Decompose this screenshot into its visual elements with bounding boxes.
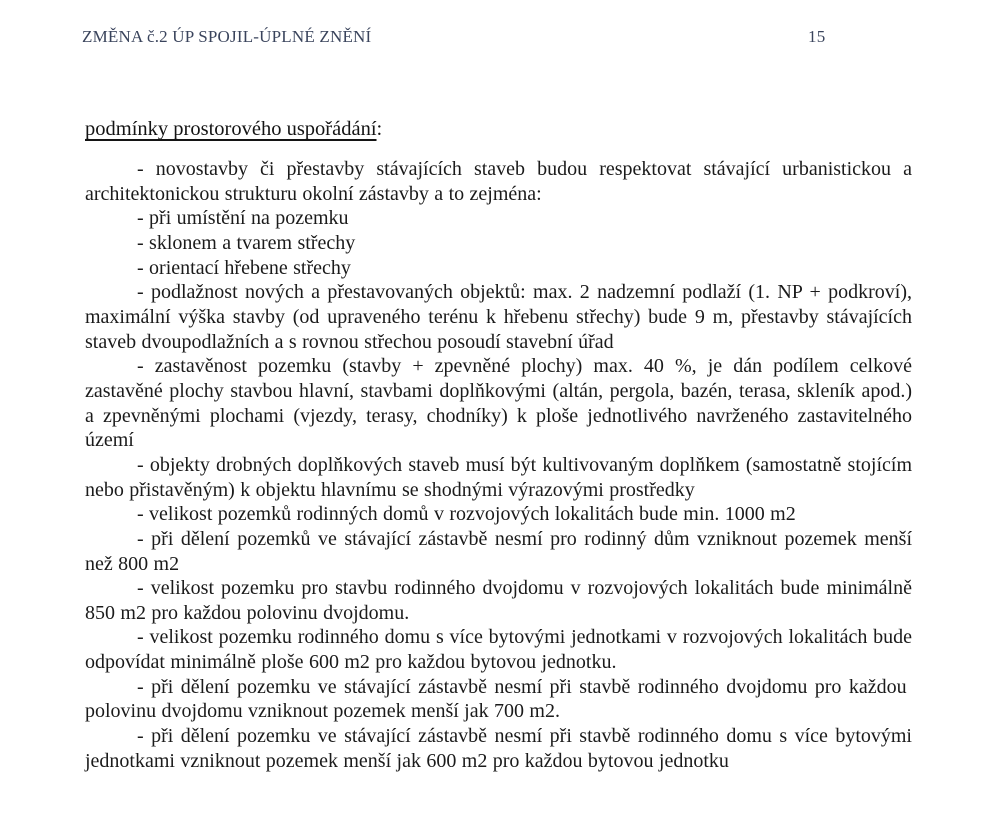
body-text bbox=[85, 157, 912, 773]
paragraph: - velikost pozemku rodinného domu s více bytovými jednotkami v rozvojových lokalitách bude odpovídat minimálně ploše 600 m2 pro každou bytovou jednotku. bbox=[85, 626, 912, 674]
paragraph: - velikost pozemků rodinných domů v rozvojových lokalitách bude min. 1000 m2 bbox=[137, 503, 796, 526]
paragraph: - zastavěnost pozemku (stavby + zpevněné plochy) max. 40 %, je dán podílem celkové zastavěné plochy stavbou hlavní, stavbami doplňkovými (altán, pergola, bazén, terasa, skleník apod.) a zpevněnými plochami (vjezdy, terasy, chodníky) k ploše jednotlivého navrženého zastavitelného území bbox=[85, 355, 912, 452]
paragraph: - objekty drobných doplňkových staveb musí být kultivovaným doplňkem (samostatně stojícím nebo přistavěným) k objektu hlavnímu se shodnými výrazovými prostředky bbox=[85, 453, 912, 501]
document-title: ZMĚNA č.2 ÚP SPOJIL-ÚPLNÉ ZNĚNÍ bbox=[82, 27, 372, 46]
paragraph: - podlažnost nových a přestavovaných objektů: max. 2 nadzemní podlaží (1. NP + podkroví), maximální výška stavby (od upraveného terénu k hřebenu střechy) bude 9 m, přestavby stávajících staveb dvoupodlažních a s rovnou střechou posoudí stavební úřad bbox=[85, 281, 912, 353]
page-number: 15 bbox=[808, 27, 826, 46]
paragraph: - při umístění na pozemku bbox=[137, 207, 349, 230]
paragraph: - novostavby či přestavby stávajících staveb budou respektovat stávající urbanistickou a architektonickou strukturu okolní zástavby a to zejména: bbox=[85, 158, 912, 205]
paragraph: - při dělení pozemků ve stávající zástavbě nesmí pro rodinný dům vzniknout pozemek menší než 800 m2 bbox=[85, 527, 912, 575]
paragraph: - při dělení pozemku ve stávající zástavbě nesmí při stavbě rodinného dvojdomu pro každou polovinu dvojdomu vzniknout pozemek menší jak 700 m2. bbox=[85, 675, 912, 723]
section-heading-text: podmínky prostorového uspořádání bbox=[85, 118, 377, 140]
paragraph: - velikost pozemku pro stavbu rodinného dvojdomu v rozvojových lokalitách bude minimálně 850 m2 pro každou polovinu dvojdomu. bbox=[85, 577, 912, 624]
running-header bbox=[82, 27, 911, 49]
paragraph: - sklonem a tvarem střechy bbox=[137, 231, 356, 254]
paragraph: - při dělení pozemku ve stávající zástavbě nesmí při stavbě rodinného domu s více bytovými jednotkami vzniknout pozemek menší jak 600 m2 pro každou bytovou jednotku bbox=[85, 725, 912, 772]
section-heading bbox=[85, 117, 382, 142]
section-heading-colon: : bbox=[376, 118, 383, 140]
paragraph: - orientací hřebene střechy bbox=[137, 256, 351, 279]
